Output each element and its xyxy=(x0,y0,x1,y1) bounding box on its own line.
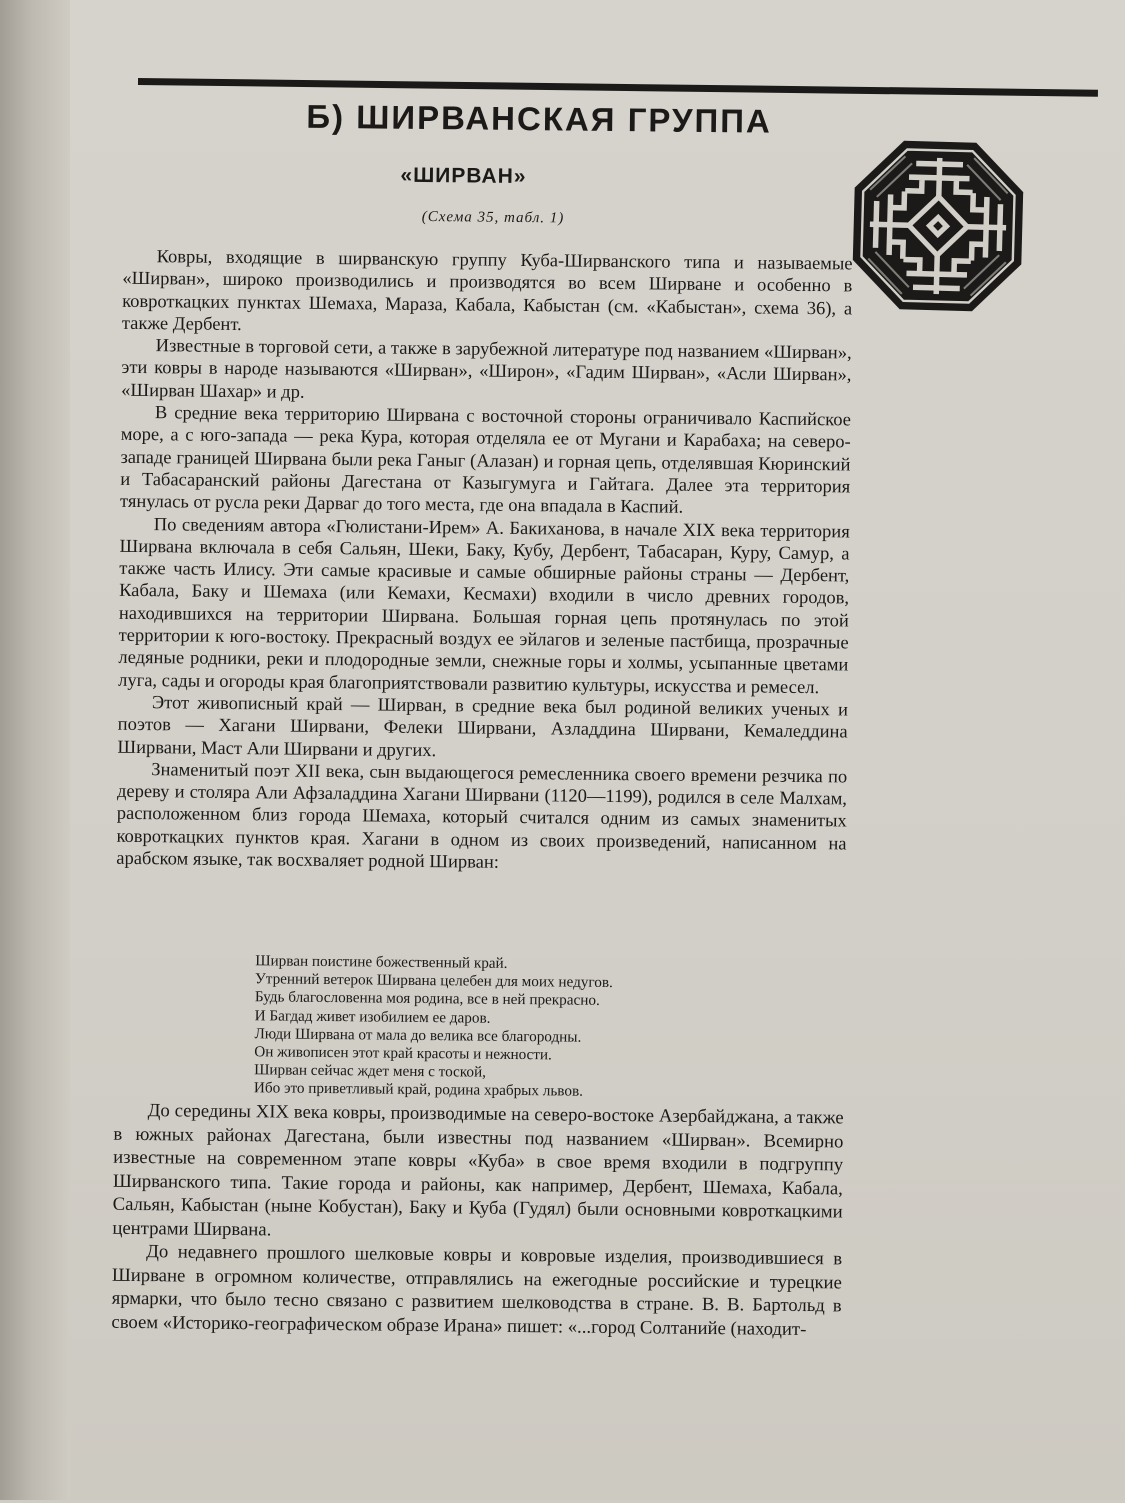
document-text xyxy=(110,0,856,1503)
paragraph: До недавнего прошлого шелковые ковры и ковровые изделия, производившиеся в Ширване в огромном количестве, отправлялись на ежегодные российские и турецкие ярмарки, что было тесно связано с развитием шелководства в стране. В. В. Бартольд в своем «Историко-географическом образе Ирана» пишет: «...город Солтанийе (находит- xyxy=(111,1241,843,1340)
paragraph: До середины XIX века ковры, производимые на северо-востоке Азербайджана, а также в южных районах Дагестана, были известны под названием «Ширван». Всемирно известные на современном этапе ковры «Куба» в свое время входили в подгруппу Ширванского типа. Такие города и районы, как например, Дербент, Шемаха, Кабала, Сальян, Кабыстан (ныне Кобустан), Баку и Куба (Гудял) были основными ковроткацкими центрами Ширвана. xyxy=(112,1100,844,1240)
subsection-title: «ШИРВАН» xyxy=(400,163,527,189)
poem-quote xyxy=(254,952,775,1103)
section-heading: Б) ШИРВАНСКАЯ ГРУППА xyxy=(306,97,772,140)
book-spine-shadow xyxy=(0,0,70,1500)
body-text-continued xyxy=(111,1099,843,1342)
poem-line: И Багдад живет изобилием ее даров. xyxy=(254,1006,491,1027)
octagonal-carpet-medallion-icon xyxy=(850,138,1026,314)
poem-line: Ширван сейчас ждет меня с тоской, xyxy=(254,1061,487,1081)
poem-line: Ибо это приветливый край, родина храбрых львов. xyxy=(253,1079,584,1101)
poem-line: Ширван поистине божественный край. xyxy=(255,952,508,972)
paragraph: Этот живописный край — Ширван, в средние века был родиной великих ученых и поэтов — Хагани Ширвани, Фелеки Ширвани, Азладдина Ширвани, Кемаледдина Ширвани, Маст Али Ширвани и других. xyxy=(117,693,849,761)
poem-line: Он живописен этот край красоты и нежности. xyxy=(254,1043,552,1064)
poem-line: Утренний ветерок Ширвана целебен для моих недугов. xyxy=(254,970,613,992)
paragraph: Известные в торговой сети, а также в зарубежной литературе под названием «Ширван», эти ковры в народе называются «Ширван», «Широн», «Гадим Ширван», «Асли Ширван», «Ширван Шахар» и др. xyxy=(121,336,852,403)
scheme-reference: (Схема 35, табл. 1) xyxy=(421,208,565,227)
paragraph: В средние века территорию Ширвана с восточной стороны ограничивало Каспийское море, а с юго-запада — река Кура, которая отделяла ее от Мугани и Карабаха; на северо-западе границей Ширвана были река Ганыг (Алазан) и горная цепь, отделявшая Кюринский и Табасаранский районы Дагестана от Казыгумуга и Гайтага. Далее эта территория тянулась от русла реки Дарваг до того места, где она впадала в Каспий. xyxy=(119,403,852,518)
paragraph: Знаменитый поэт XII века, сын выдающегося ремесленника своего времени резчика по дереву и столяра Али Афзаладдина Хагани Ширвани (1120—1199), родился в селе Малхам, расположенном близ города Шемаха, который считался одним из самых знаменитых ковроткацких пунктов края. Хагани в одном из своих произведений, написанном на арабском языке, так восхваляет родной Ширван: xyxy=(116,759,848,873)
paragraph: Ковры, входящие в ширванскую группу Куба-Ширванского типа и называемые «Ширван», широко производились и производятся во всем Ширване и особенно в ковроткацких пунктах Шемаха, Мараза, Кабала, Кабыстан (см. «Кабыстан», схема 36), а также Дербент. xyxy=(121,247,853,335)
body-text xyxy=(116,246,852,878)
poem-line: Будь благословенна моя родина, все в ней прекрасно. xyxy=(254,988,600,1010)
paragraph: По сведениям автора «Гюлистани-Ирем» А. Бакиханова, в начале XIX века территория Ширвана включала в себя Сальян, Шеки, Баку, Кубу, Дербент, Табасаран, Куру, Самур, а также часть Илису. Эти самые красивые и самые обширные районы страны — Дербент, Кабала, Баку и Шемаха (или Кемахи, Кесмахи) входили в число древних городов, находившихся на территории Ширвана. Большая горная цепь протянулась по этой территории к юго-востоку. Прекрасный воздух ее эйлагов и зеленые пастбища, прозрачные ледяные родники, реки и плодородные земли, снежные горы и холмы, усыпанные цветами луга, сады и огороды края благоприятствовали развитию культуры, искусства и ремесел. xyxy=(118,514,850,698)
poem-line: Люди Ширвана от мала до велика все благородны. xyxy=(254,1025,582,1046)
